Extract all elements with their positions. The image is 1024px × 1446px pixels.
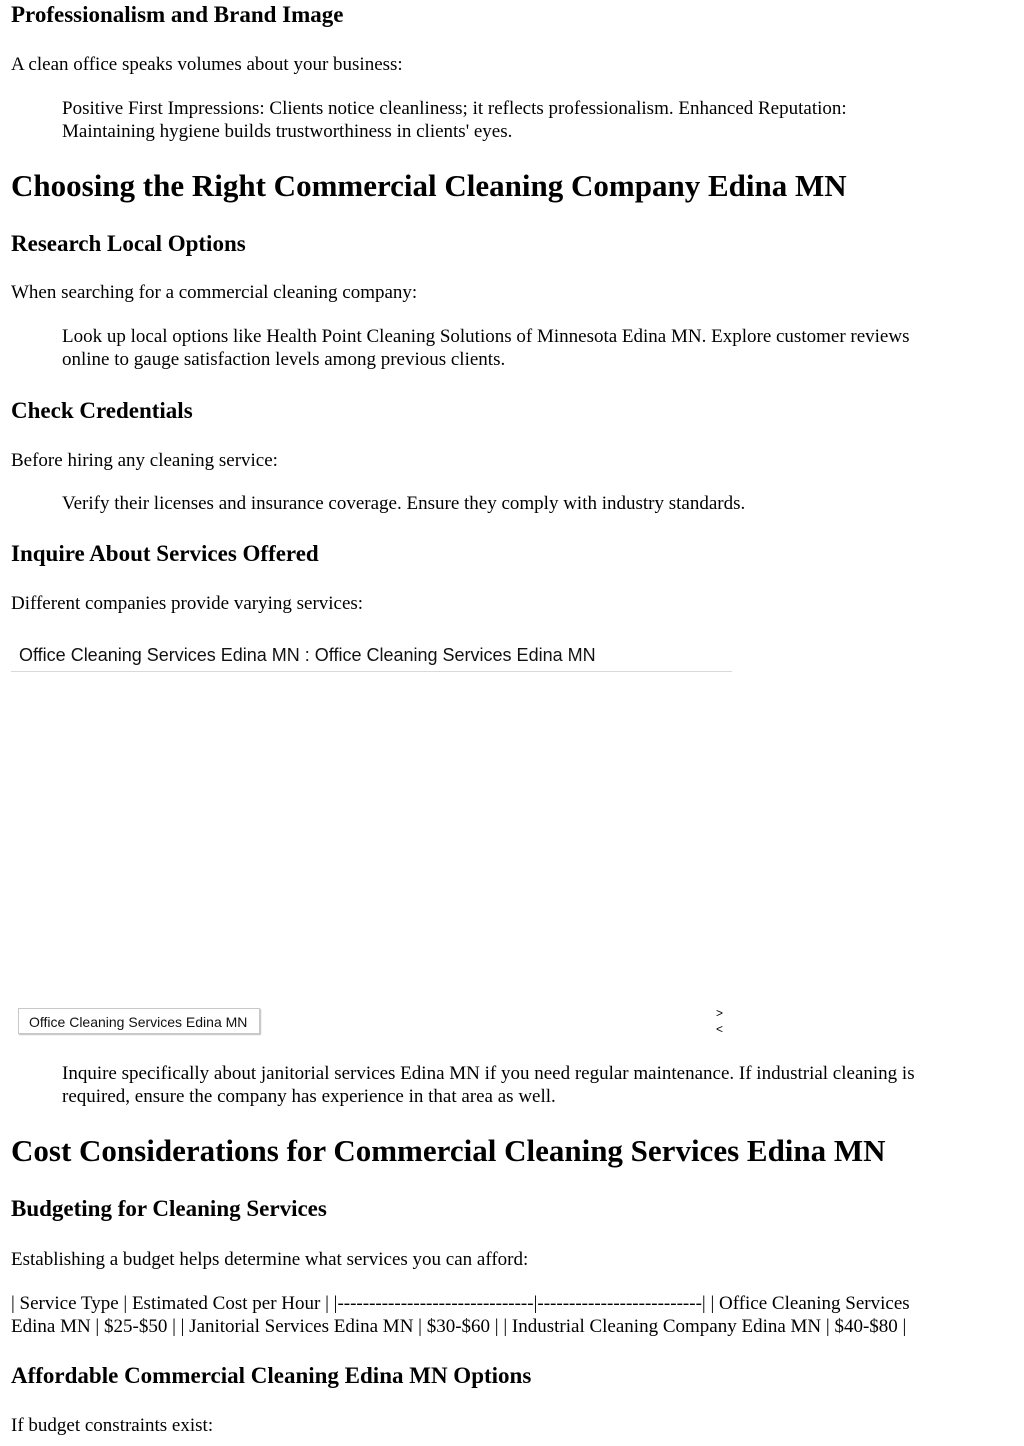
heading-research: Research Local Options: [11, 231, 246, 256]
embed-tag[interactable]: Office Cleaning Services Edina MN: [18, 1008, 260, 1034]
quote-line: Inquire specifically about janitorial services Edina MN if you need regular maintenance. If industrial cleaning is: [62, 1063, 915, 1084]
heading-services: Inquire About Services Offered: [11, 541, 319, 566]
heading-professionalism: Professionalism and Brand Image: [11, 2, 344, 27]
table-line: Edina MN | $25-$50 | | Janitorial Services Edina MN | $30-$60 | | Industrial Cleaning Company Edina MN | $40-$80 |: [11, 1316, 907, 1337]
quote-line: Verify their licenses and insurance coverage. Ensure they comply with industry standards.: [62, 493, 746, 514]
heading-cost: Cost Considerations for Commercial Cleaning Services Edina MN: [11, 1133, 886, 1168]
intro-affordable: If budget constraints exist:: [11, 1415, 214, 1436]
next-arrow-icon[interactable]: >: [716, 1006, 724, 1020]
quote-line: online to gauge satisfaction levels among previous clients.: [62, 349, 506, 370]
embed-viewer[interactable]: [11, 673, 732, 1003]
intro-services: Different companies provide varying services:: [11, 593, 364, 614]
quote-services: [11, 1062, 1013, 1108]
intro-professionalism: A clean office speaks volumes about your business:: [11, 54, 403, 75]
quote-research: [11, 325, 1013, 371]
prev-arrow-icon[interactable]: <: [716, 1022, 724, 1036]
embed-title[interactable]: Office Cleaning Services Edina MN : Office Cleaning Services Edina MN: [11, 641, 732, 672]
quote-line: Positive First Impressions: Clients notice cleanliness; it reflects professionalism. Enhanced Reputation:: [62, 98, 847, 119]
quote-line: Maintaining hygiene builds trustworthiness in clients' eyes.: [62, 121, 513, 142]
heading-affordable: Affordable Commercial Cleaning Edina MN Options: [11, 1363, 532, 1388]
quote-line: required, ensure the company has experience in that area as well.: [62, 1086, 556, 1107]
heading-choosing: Choosing the Right Commercial Cleaning Company Edina MN: [11, 168, 847, 203]
intro-budgeting: Establishing a budget helps determine what services you can afford:: [11, 1249, 529, 1270]
cost-table-text: [11, 1292, 1013, 1338]
intro-credentials: Before hiring any cleaning service:: [11, 450, 278, 471]
table-line: | Service Type | Estimated Cost per Hour | |-------------------------------|--------------------------| | Office Cleaning Services: [11, 1293, 910, 1314]
heading-credentials: Check Credentials: [11, 398, 193, 423]
intro-research: When searching for a commercial cleaning company:: [11, 282, 418, 303]
quote-professionalism: [11, 97, 1013, 143]
heading-budgeting: Budgeting for Cleaning Services: [11, 1196, 327, 1221]
quote-credentials: [11, 492, 1013, 515]
quote-line: Look up local options like Health Point Cleaning Solutions of Minnesota Edina MN. Explore customer reviews: [62, 326, 910, 347]
